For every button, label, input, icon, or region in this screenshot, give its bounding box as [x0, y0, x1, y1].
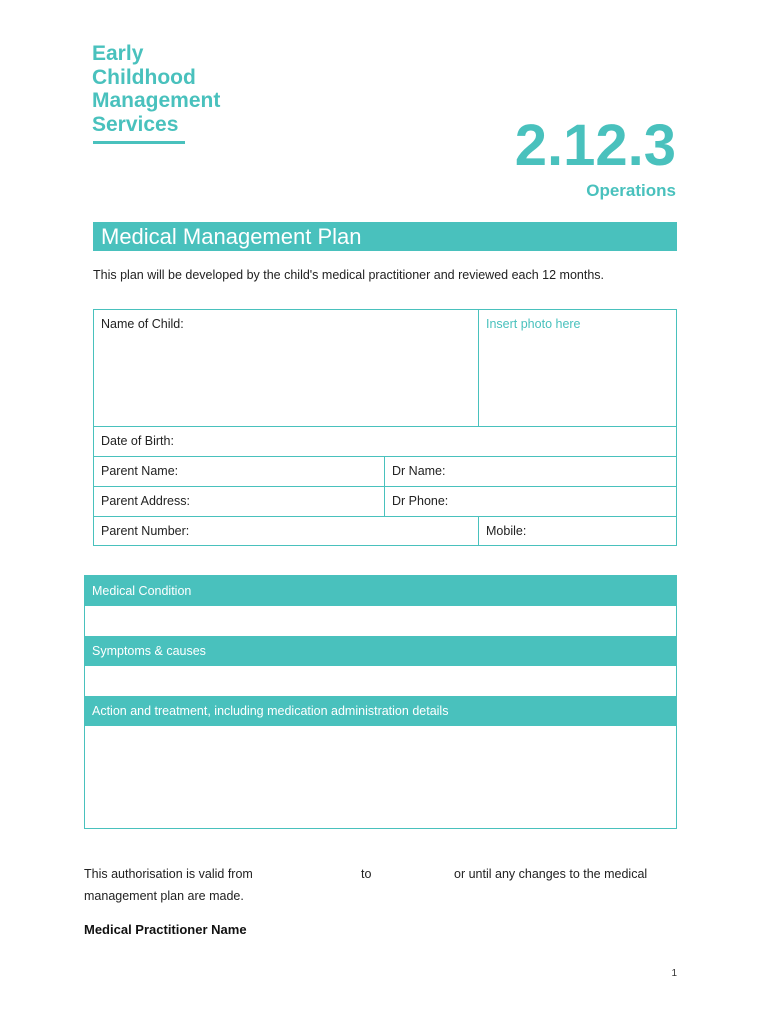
medical-details-table [84, 575, 677, 829]
medical-condition-header [85, 576, 676, 606]
action-treatment-header [85, 696, 676, 726]
organisation-name [92, 42, 272, 136]
symptoms-label: Symptoms & causes [92, 644, 206, 658]
org-name-line-2: Childhood [92, 65, 196, 89]
page-number: 1 [671, 968, 677, 979]
action-treatment-field[interactable] [85, 726, 676, 828]
parent-address-label: Parent Address: [101, 494, 190, 508]
photo-field[interactable] [479, 310, 676, 426]
validity-text-start: This authorisation is valid from [84, 867, 253, 881]
dr-name-label: Dr Name: [392, 464, 446, 478]
intro-text: This plan will be developed by the child's medical practitioner and reviewed each 12 months. [93, 268, 605, 282]
name-of-child-label: Name of Child: [101, 317, 184, 331]
medical-condition-label: Medical Condition [92, 584, 192, 598]
name-of-child-field[interactable] [94, 310, 478, 426]
org-name-line-4: Services [92, 112, 179, 136]
medical-condition-field[interactable] [85, 606, 676, 636]
dr-name-field[interactable] [385, 457, 676, 486]
title-bar [93, 222, 677, 251]
practitioner-name-label: Medical Practitioner Name [84, 922, 247, 937]
dr-phone-field[interactable] [385, 487, 676, 516]
parent-name-label: Parent Name: [101, 464, 179, 478]
date-of-birth-field[interactable] [94, 427, 676, 456]
mobile-label: Mobile: [486, 524, 527, 538]
org-name-line-1: Early [92, 42, 144, 65]
document-section: Operations [586, 181, 676, 200]
parent-number-label: Parent Number: [101, 524, 190, 538]
org-name-underline [93, 141, 185, 144]
photo-placeholder: Insert photo here [486, 317, 581, 331]
parent-name-field[interactable] [94, 457, 384, 486]
mobile-field[interactable] [479, 517, 676, 546]
action-treatment-label: Action and treatment, including medication administration details [92, 704, 449, 718]
dr-phone-label: Dr Phone: [392, 494, 449, 508]
parent-address-field[interactable] [94, 487, 384, 516]
page-title: Medical Management Plan [101, 224, 362, 249]
validity-text-end: or until any changes to the medical [454, 867, 648, 881]
child-details-table [93, 309, 677, 546]
symptoms-header [85, 636, 676, 666]
document-number: 2.12.3 [514, 113, 676, 178]
validity-text-line-2: management plan are made. [84, 889, 244, 903]
date-of-birth-label: Date of Birth: [101, 434, 174, 448]
validity-text-to: to [361, 867, 372, 881]
parent-number-field[interactable] [94, 517, 478, 546]
org-name-line-3: Management [92, 89, 221, 112]
symptoms-field[interactable] [85, 666, 676, 696]
